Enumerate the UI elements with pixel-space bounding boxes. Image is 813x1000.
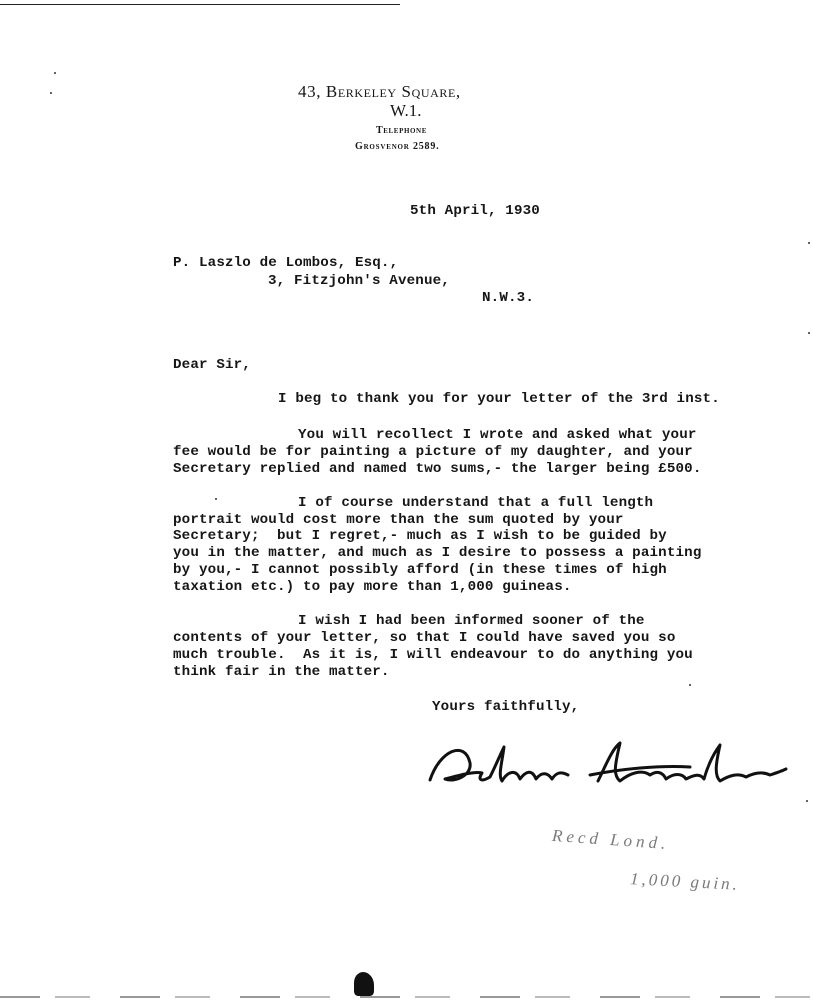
- recipient-street: 3, Fitzjohn's Avenue,: [268, 273, 450, 289]
- recipient-name: P. Laszlo de Lombos, Esq.,: [173, 255, 399, 271]
- body-line: contents of your letter, so that I could have saved you so: [173, 630, 676, 646]
- body-line: by you,- I cannot possibly afford (in these times of high: [173, 562, 667, 578]
- body-line: Secretary; but I regret,- much as I wish to be guided by: [173, 528, 667, 544]
- scan-speck: [808, 242, 810, 244]
- letterhead-telephone-number: Grosvenor 2589.: [355, 141, 440, 152]
- body-line: Secretary replied and named two sums,- the larger being £500.: [173, 461, 702, 477]
- pencil-annotation-line2: 1,000 guin.: [629, 869, 741, 894]
- body-line: think fair in the matter.: [173, 664, 390, 680]
- pencil-annotation-line1: Recd Lond.: [551, 825, 670, 854]
- scan-speck: [808, 332, 810, 334]
- bottom-edge-marks: [0, 996, 813, 998]
- letterhead-address-line2: W.1.: [390, 101, 422, 120]
- scan-speck: [54, 72, 56, 74]
- body-line: I wish I had been informed sooner of the: [298, 613, 645, 629]
- scan-speck: [50, 92, 52, 94]
- body-line: fee would be for painting a picture of my daughter, and your: [173, 444, 693, 460]
- signature: [420, 735, 790, 805]
- recipient-district: N.W.3.: [482, 290, 534, 306]
- body-line: portrait would cost more than the sum quoted by your: [173, 512, 624, 528]
- body-line: I of course understand that a full length: [298, 495, 654, 511]
- scan-speck: [689, 684, 691, 686]
- scan-speck: [215, 498, 217, 500]
- body-line: you in the matter, and much as I desire to possess a painting: [173, 545, 702, 561]
- ink-blot: [354, 972, 374, 996]
- body-line: I beg to thank you for your letter of the 3rd inst.: [278, 391, 720, 407]
- body-line: much trouble. As it is, I will endeavour to do anything you: [173, 647, 693, 663]
- letterhead-telephone-label: Telephone: [376, 125, 427, 136]
- closing: Yours faithfully,: [432, 699, 580, 715]
- scan-speck: [806, 800, 808, 802]
- letterhead-address-line1: 43, Berkeley Square,: [298, 82, 461, 101]
- body-line: You will recollect I wrote and asked what your: [298, 427, 697, 443]
- salutation: Dear Sir,: [173, 357, 251, 373]
- body-line: taxation etc.) to pay more than 1,000 guineas.: [173, 579, 572, 595]
- letter-date: 5th April, 1930: [410, 203, 540, 219]
- top-edge-rule: [0, 4, 400, 5]
